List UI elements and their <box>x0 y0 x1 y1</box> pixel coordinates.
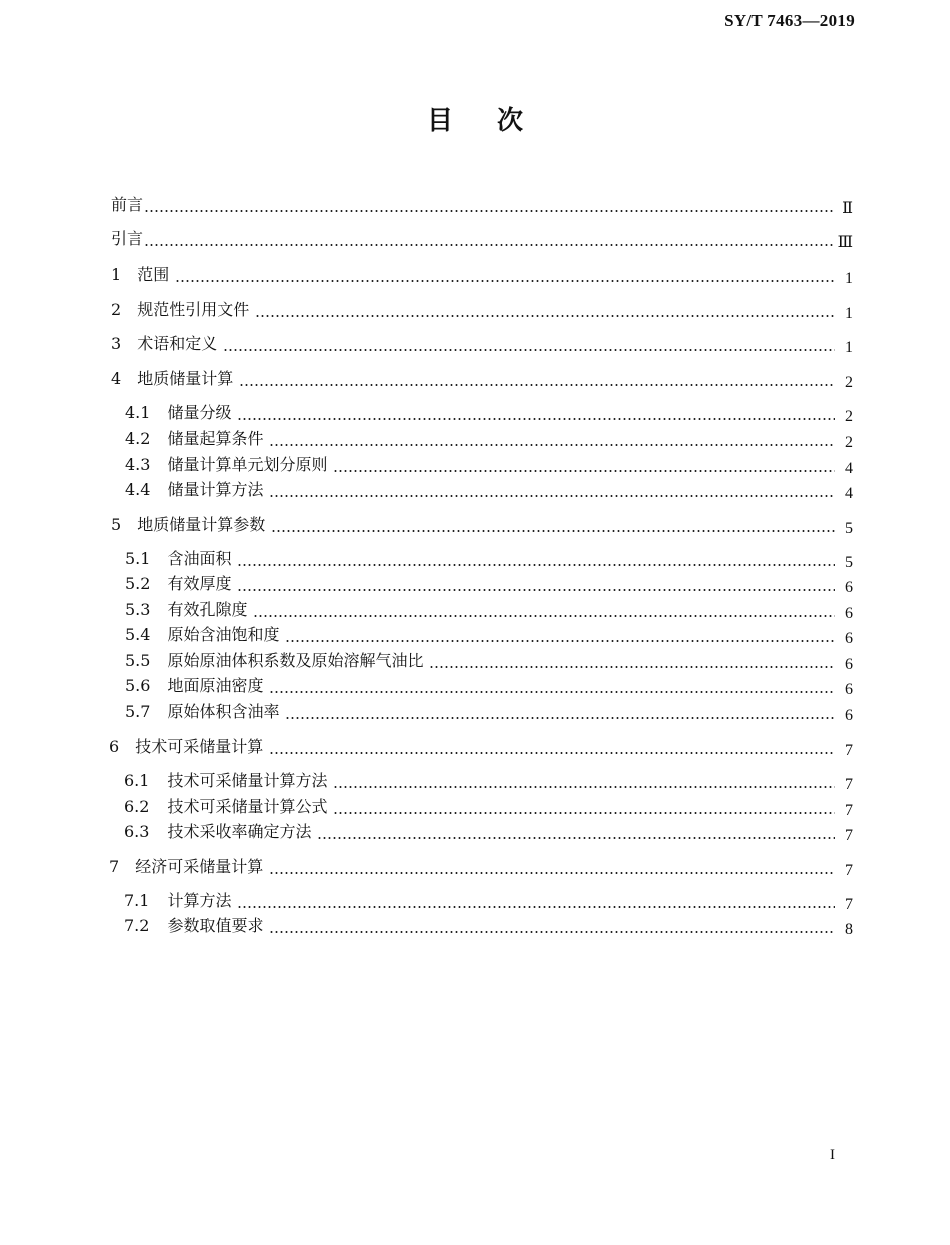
toc-entry-page: 6 <box>845 630 853 647</box>
dot-leader <box>269 428 835 450</box>
page-title: 目次 <box>426 106 567 136</box>
dot-leader <box>239 368 835 390</box>
dot-leader <box>429 650 835 672</box>
toc-entry-label: 术语和定义 <box>137 334 218 353</box>
toc-entry-label: 储量计算单元划分原则 <box>167 455 328 474</box>
toc-entry[interactable] <box>111 368 853 390</box>
dot-leader <box>269 479 835 501</box>
toc-entry-number: 5.7 <box>125 702 151 721</box>
toc-entry-page: Ⅲ <box>837 234 853 251</box>
dot-leader <box>237 573 835 595</box>
toc-entry-label: 地质储量计算 <box>137 369 234 388</box>
toc-entry-label: 原始体积含油率 <box>167 702 280 721</box>
toc-entry-number: 5.1 <box>125 549 151 568</box>
toc-entry-page: 4 <box>845 460 853 477</box>
toc-entry-number: 5 <box>111 515 122 534</box>
toc-entry[interactable] <box>111 228 853 250</box>
toc-entry-page: 2 <box>845 408 853 425</box>
toc-entry-label: 技术可采储量计算公式 <box>167 797 328 816</box>
toc-entry-page: 5 <box>845 520 853 537</box>
dot-leader <box>269 915 835 937</box>
toc-entry[interactable] <box>111 264 853 286</box>
toc-entry-number: 4 <box>111 369 122 388</box>
toc-entry[interactable] <box>125 701 853 723</box>
toc-entry-number: 5.5 <box>125 651 151 670</box>
toc-entry-label: 技术可采储量计算方法 <box>167 771 328 790</box>
toc-entry[interactable] <box>125 573 853 595</box>
toc-entry-page: 7 <box>845 896 853 913</box>
toc-entry-label: 储量计算方法 <box>167 480 264 499</box>
dot-leader <box>253 599 835 621</box>
toc-entry-page: 7 <box>845 742 853 759</box>
toc-entry-label: 范围 <box>137 265 170 284</box>
toc-entry-label: 有效孔隙度 <box>167 600 248 619</box>
toc-entry-page: 6 <box>845 707 853 724</box>
dot-leader <box>333 770 835 792</box>
toc-entry-number: 7.2 <box>124 916 150 935</box>
toc-entry-number: 4.2 <box>125 429 151 448</box>
toc-entry-number: 2 <box>111 300 122 319</box>
toc-entry-label: 储量起算条件 <box>167 429 264 448</box>
toc-entry-label: 技术可采储量计算 <box>135 737 264 756</box>
toc-entry-number: 5.4 <box>125 625 151 644</box>
toc-entry-label: 计算方法 <box>167 891 232 910</box>
toc-entry-number: 1 <box>111 265 122 284</box>
toc-entry[interactable] <box>124 821 853 843</box>
toc-entry-number: 7 <box>109 857 120 876</box>
toc-entry-number: 5.6 <box>125 676 151 695</box>
toc-entry-label: 前言 <box>111 195 144 214</box>
toc-entry-page: 7 <box>845 862 853 879</box>
toc-entry-label: 原始含油饱和度 <box>167 625 280 644</box>
dot-leader <box>285 624 835 646</box>
toc-entry[interactable] <box>124 915 853 937</box>
toc-entry-page: 2 <box>845 374 853 391</box>
dot-leader <box>237 548 835 570</box>
toc-entry-page: 6 <box>845 579 853 596</box>
toc-entry-page: 7 <box>845 802 853 819</box>
page-number: I <box>830 1147 835 1163</box>
toc-entry-page: 6 <box>845 656 853 673</box>
toc-entry[interactable] <box>125 428 853 450</box>
toc-entry[interactable] <box>125 599 853 621</box>
toc-entry-page: 1 <box>845 339 853 356</box>
toc-entry-page: 1 <box>845 305 853 322</box>
toc-entry[interactable] <box>111 299 853 321</box>
toc-entry[interactable] <box>125 454 853 476</box>
toc-entry-number: 4.3 <box>125 455 151 474</box>
toc-entry-number: 6 <box>109 737 120 756</box>
toc-entry-number: 6.3 <box>124 822 150 841</box>
toc-entry-number: 5.3 <box>125 600 151 619</box>
dot-leader <box>271 514 835 536</box>
dot-leader <box>144 194 835 216</box>
toc-entry-label: 参数取值要求 <box>167 916 264 935</box>
dot-leader <box>285 701 835 723</box>
toc-entry-label: 技术采收率确定方法 <box>167 822 312 841</box>
toc-entry[interactable] <box>124 796 853 818</box>
dot-leader <box>255 299 835 321</box>
toc-entry-number: 6.1 <box>124 771 150 790</box>
toc-entry[interactable] <box>124 770 853 792</box>
dot-leader <box>317 821 835 843</box>
toc-entry-number: 4.4 <box>125 480 151 499</box>
dot-leader <box>144 228 834 250</box>
toc-entry-label: 引言 <box>111 229 144 248</box>
toc-entry[interactable] <box>109 856 853 878</box>
toc-entry[interactable] <box>125 402 853 424</box>
toc-entry-page: 4 <box>845 485 853 502</box>
toc-entry-label: 经济可采储量计算 <box>135 857 264 876</box>
dot-leader <box>237 402 835 424</box>
toc-entry[interactable] <box>125 548 853 570</box>
toc-entry-page: 8 <box>845 921 853 938</box>
document-code: SY/T 7463—2019 <box>724 11 855 30</box>
toc-entry[interactable] <box>125 650 853 672</box>
dot-leader <box>269 675 835 697</box>
dot-leader <box>269 736 835 758</box>
toc-entry-number: 4.1 <box>125 403 151 422</box>
toc-entry-label: 规范性引用文件 <box>137 300 250 319</box>
toc-entry[interactable] <box>125 479 853 501</box>
toc-entry-label: 含油面积 <box>167 549 232 568</box>
dot-leader <box>175 264 835 286</box>
toc-entry-page: 6 <box>845 681 853 698</box>
toc-entry-page: 7 <box>845 776 853 793</box>
toc-entry-number: 6.2 <box>124 797 150 816</box>
toc-entry-page: 1 <box>845 270 853 287</box>
toc-entry[interactable] <box>111 194 853 216</box>
dot-leader <box>333 796 835 818</box>
toc-entry-number: 7.1 <box>124 891 150 910</box>
toc-entry-label: 有效厚度 <box>167 574 232 593</box>
toc-entry-label: 原始原油体积系数及原始溶解气油比 <box>167 651 424 670</box>
dot-leader <box>223 333 835 355</box>
toc-entry-page: 5 <box>845 554 853 571</box>
toc-entry[interactable] <box>111 514 853 536</box>
dot-leader <box>333 454 835 476</box>
toc-entry-page: 6 <box>845 605 853 622</box>
toc-entry-label: 地质储量计算参数 <box>137 515 266 534</box>
toc-entry-page: Ⅱ <box>842 200 853 217</box>
toc-entry[interactable] <box>124 890 853 912</box>
toc-entry-label: 储量分级 <box>167 403 232 422</box>
dot-leader <box>269 856 835 878</box>
toc-entry[interactable] <box>111 333 853 355</box>
toc-entry-label: 地面原油密度 <box>167 676 264 695</box>
toc-entry[interactable] <box>125 675 853 697</box>
toc-entry-number: 5.2 <box>125 574 151 593</box>
toc-entry-number: 3 <box>111 334 122 353</box>
toc-entry-page: 7 <box>845 827 853 844</box>
toc-entry[interactable] <box>125 624 853 646</box>
toc-entry[interactable] <box>109 736 853 758</box>
dot-leader <box>237 890 835 912</box>
toc-entry-page: 2 <box>845 434 853 451</box>
